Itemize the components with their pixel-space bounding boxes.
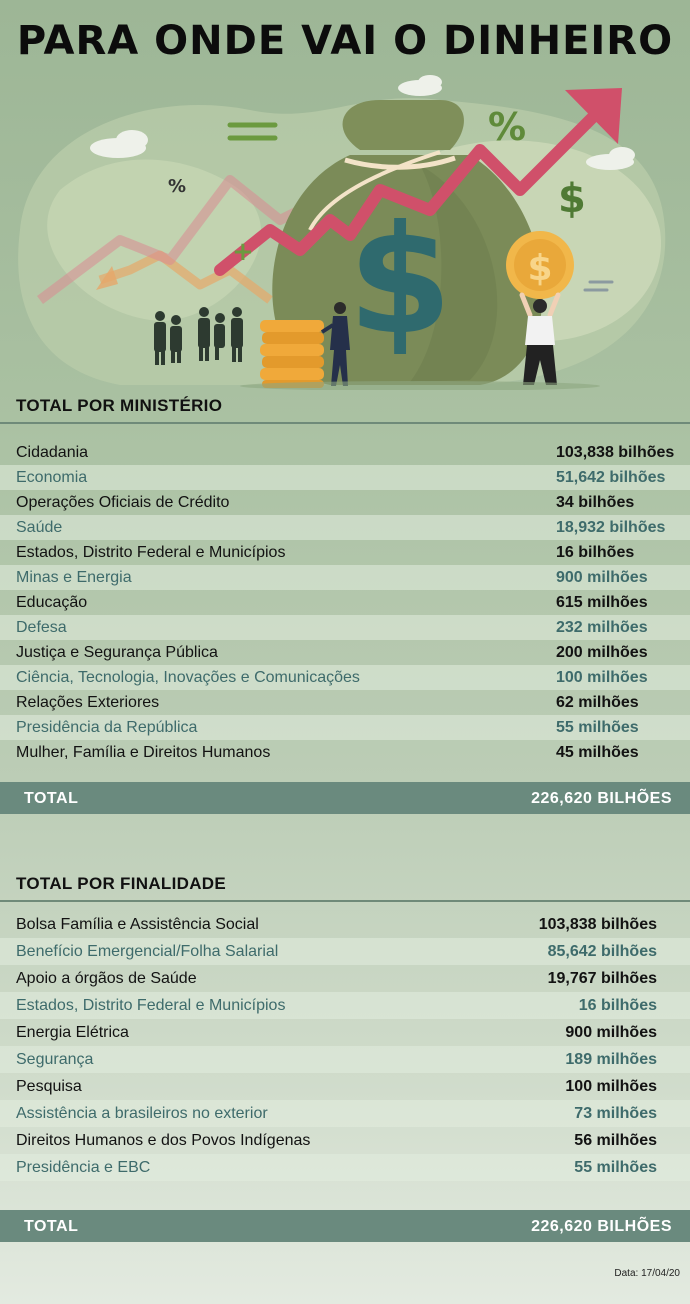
hero-illustration	[0, 70, 690, 390]
plus-icon: +	[232, 237, 254, 267]
row-label: Assistência a brasileiros no exterior	[16, 1104, 268, 1122]
total-value: 226,620 BILHÕES	[531, 1218, 672, 1235]
row-label: Justiça e Segurança Pública	[16, 643, 218, 661]
table-row	[0, 715, 690, 740]
row-value: 16 bilhões	[578, 996, 657, 1014]
row-label: Cidadania	[16, 443, 89, 461]
total-bar-finalidade	[0, 1210, 690, 1242]
section-title-ministerio: TOTAL POR MINISTÉRIO	[16, 396, 223, 415]
row-value: 62 milhões	[556, 693, 639, 711]
row-value: 232 milhões	[556, 618, 648, 636]
table-row	[0, 665, 690, 690]
table-row	[0, 1073, 690, 1100]
total-label: TOTAL	[24, 790, 79, 807]
row-label: Pesquisa	[16, 1077, 82, 1095]
table-row	[0, 490, 690, 515]
row-label: Presidência e EBC	[16, 1158, 151, 1176]
row-label: Estados, Distrito Federal e Municípios	[16, 996, 286, 1014]
table-row	[0, 640, 690, 665]
row-value: 103,838 bilhões	[538, 915, 657, 933]
row-value: 73 milhões	[574, 1104, 657, 1122]
table-row	[0, 740, 690, 765]
table-row	[0, 515, 690, 540]
table-row	[0, 1046, 690, 1073]
percent-icon: %	[488, 105, 527, 149]
row-label: Bolsa Família e Assistência Social	[16, 915, 259, 933]
row-value: 56 milhões	[574, 1131, 657, 1149]
row-value: 100 milhões	[565, 1077, 657, 1095]
table-row	[0, 565, 690, 590]
row-value: 18,932 bilhões	[556, 518, 666, 536]
row-label: Ciência, Tecnologia, Inovações e Comunicações	[16, 668, 360, 686]
total-value: 226,620 BILHÕES	[531, 790, 672, 807]
table-row	[0, 992, 690, 1019]
table-row	[0, 440, 690, 465]
row-label: Defesa	[16, 618, 67, 636]
row-value: 45 milhões	[556, 743, 639, 761]
table-row	[0, 1154, 690, 1181]
svg-text:$: $	[347, 194, 453, 368]
row-label: Minas e Energia	[16, 568, 132, 586]
row-value: 55 milhões	[574, 1158, 657, 1176]
row-label: Mulher, Família e Direitos Humanos	[16, 743, 271, 761]
row-label: Operações Oficiais de Crédito	[16, 493, 230, 511]
row-value: 900 milhões	[565, 1023, 657, 1041]
row-label: Educação	[16, 593, 88, 611]
row-value: 189 milhões	[565, 1050, 657, 1068]
table-row	[0, 1100, 690, 1127]
coin-icon	[506, 231, 574, 299]
row-value: 51,642 bilhões	[556, 468, 666, 486]
section-divider	[0, 422, 690, 424]
row-label: Saúde	[16, 518, 63, 536]
row-value: 100 milhões	[556, 668, 648, 686]
row-label: Apoio a órgãos de Saúde	[16, 969, 197, 987]
table-row	[0, 615, 690, 640]
table-row	[0, 590, 690, 615]
svg-text:$: $	[527, 248, 553, 289]
row-value: 103,838 bilhões	[556, 443, 675, 461]
coin-stack-icon	[260, 320, 324, 388]
row-value: 34 bilhões	[556, 493, 635, 511]
row-label: Segurança	[16, 1050, 94, 1068]
row-value: 55 milhões	[556, 718, 639, 736]
row-value: 615 milhões	[556, 593, 648, 611]
row-label: Direitos Humanos e dos Povos Indígenas	[16, 1131, 311, 1149]
row-value: 16 bilhões	[556, 543, 635, 561]
percent-icon: %	[168, 176, 187, 197]
table-row	[0, 1127, 690, 1154]
total-bar-ministerio	[0, 782, 690, 814]
row-label: Estados, Distrito Federal e Municípios	[16, 543, 286, 561]
section-divider	[0, 900, 690, 902]
section-title-finalidade: TOTAL POR FINALIDADE	[16, 874, 226, 893]
row-label: Economia	[16, 468, 88, 486]
row-label: Benefício Emergencial/Folha Salarial	[16, 942, 279, 960]
row-label: Energia Elétrica	[16, 1023, 129, 1041]
total-label: TOTAL	[24, 1218, 79, 1235]
row-value: 85,642 bilhões	[547, 942, 657, 960]
table-row	[0, 965, 690, 992]
table-row	[0, 938, 690, 965]
row-value: 900 milhões	[556, 568, 648, 586]
row-label: Relações Exteriores	[16, 693, 160, 711]
date-label: Data: 17/04/20	[614, 1268, 680, 1279]
table-row	[0, 1019, 690, 1046]
dollar-icon: $	[558, 176, 586, 222]
table-row	[0, 911, 690, 938]
table-row	[0, 465, 690, 490]
row-label: Presidência da República	[16, 718, 198, 736]
row-value: 200 milhões	[556, 643, 648, 661]
page-title: PARA ONDE VAI O DINHEIRO	[16, 18, 674, 64]
table-row	[0, 690, 690, 715]
row-value: 19,767 bilhões	[547, 969, 657, 987]
table-row	[0, 540, 690, 565]
